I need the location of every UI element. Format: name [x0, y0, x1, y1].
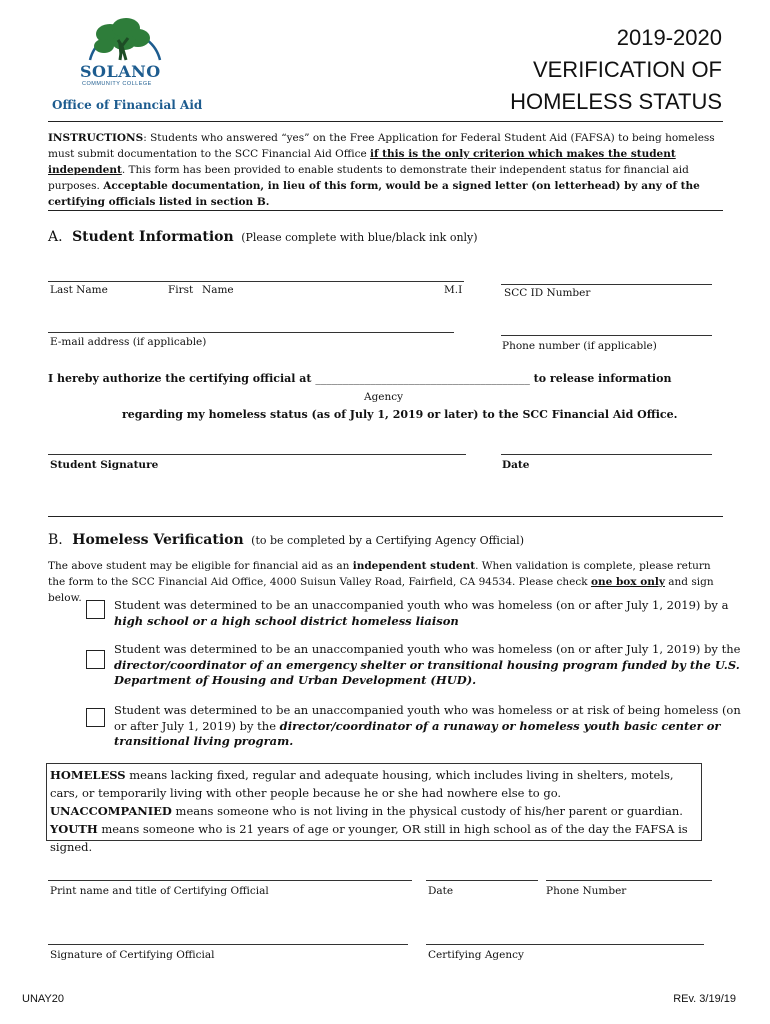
header-divider [48, 121, 723, 122]
instructions-text-3: Acceptable documentation, in lieu of this form, would be a signed letter (on letterhead) by any of the certifying officials listed in section B. [48, 180, 700, 208]
intro-bold: independent student [352, 560, 476, 572]
option-3-checkbox[interactable] [86, 708, 105, 727]
email-line[interactable] [48, 332, 454, 333]
title-year: 2019-2020 [616, 25, 722, 50]
official-date-label: Date [428, 885, 454, 897]
form-title [510, 22, 722, 118]
revision-date: REv. 3/19/19 [673, 993, 736, 1005]
name-line[interactable] [48, 281, 464, 282]
title-line2: VERIFICATION OF [532, 57, 722, 82]
last-name-label: Last Name [50, 284, 108, 296]
student-date-line[interactable] [501, 454, 712, 455]
section-a-divider [48, 516, 723, 517]
phone-line[interactable] [501, 335, 712, 336]
first-name-label: First [168, 284, 194, 296]
option-2-emphasis: director/coordinator of an emergency shelter or transitional housing program funded by the U.S. Department of Housing and Urban Development (HUD). [114, 657, 740, 687]
homeless-definition [50, 766, 698, 802]
regarding-statement: regarding my homeless status (as of July 1, 2019 or later) to the SCC Financial Aid Office. [122, 408, 678, 421]
youth-term: YOUTH [50, 822, 98, 836]
official-name-line[interactable] [48, 880, 412, 881]
official-phone-line[interactable] [546, 880, 712, 881]
student-signature-label: Student Signature [50, 459, 159, 471]
title-line3: HOMELESS STATUS [510, 89, 722, 114]
official-signature-label: Signature of Certifying Official [50, 949, 215, 961]
phone-label: Phone number (if applicable) [502, 340, 657, 352]
youth-definition [50, 820, 698, 856]
authorize-end: to release information [529, 372, 672, 385]
option-3-emphasis: director/coordinator of a runaway or homeless youth basic center or transitional living program. [114, 718, 721, 748]
instructions [48, 130, 728, 210]
agency-label: Agency [364, 391, 404, 403]
option-3-lead: Student was determined to be an unaccompanied youth who was homeless or at risk of being homeless (on or after July 1, 2019) by the [114, 703, 741, 733]
homeless-def: means lacking fixed, regular and adequate housing, which includes living in shelters, motels, cars, or temporarily living with other people because he or she had nowhere else to go. [50, 768, 674, 800]
official-name-label: Print name and title of Certifying Official [50, 885, 269, 897]
option-2-checkbox[interactable] [86, 650, 105, 669]
intro-text-2: . When validation is complete, please return the form to the SCC Financial Aid Office, 4000 Suisun Valley Road, Fairfield, CA 94534. Please check [48, 560, 711, 588]
section-a-letter: A. [48, 229, 63, 245]
scc-id-label: SCC ID Number [504, 287, 591, 299]
office-name: Office of Financial Aid [52, 98, 203, 112]
instructions-text-1: : Students who answered “yes” on the Free Application for Federal Student Aid (FAFSA) to being homeless must submit documentation to the SCC Financial Aid Office [48, 132, 715, 160]
unaccompanied-term: UNACCOMPANIED [50, 804, 172, 818]
option-1-text [114, 598, 734, 629]
section-a-note: (Please complete with blue/black ink only) [241, 231, 478, 244]
section-b-heading [48, 532, 524, 548]
definitions-box [46, 763, 702, 854]
youth-def: means someone who is 21 years of age or younger, OR still in high school as of the day the FAFSA is signed. [50, 822, 688, 854]
logo-subtitle: COMMUNITY COLLEGE [82, 81, 152, 87]
official-date-line[interactable] [426, 880, 538, 881]
option-1-emphasis: high school or a high school district homeless liaison [114, 613, 459, 628]
intro-underline: one box only [590, 576, 665, 588]
intro-text-3: and sign below. [48, 576, 714, 604]
section-a-title: Student Information [72, 229, 234, 245]
section-b-title: Homeless Verification [72, 532, 244, 548]
option-3-text [114, 703, 756, 750]
scc-id-line[interactable] [501, 284, 712, 285]
unaccompanied-def: means someone who is not living in the physical custody of his/her parent or guardian. [171, 804, 683, 818]
instructions-text-2: . This form has been provided to enable students to demonstrate their independent status for financial aid purposes. [48, 164, 689, 192]
student-date-label: Date [502, 459, 530, 471]
option-1-lead: Student was determined to be an unaccompanied youth who was homeless (on or after July 1, 2019) by a [114, 598, 729, 612]
form-code: UNAY20 [22, 993, 64, 1005]
mi-label: M.I [444, 284, 463, 296]
agency-blank[interactable]: _______________________________________ [315, 372, 530, 385]
section-b-letter: B. [48, 532, 63, 548]
name-label: Name [202, 284, 234, 296]
official-signature-line[interactable] [48, 944, 408, 945]
logo-name: SOLANO [80, 62, 161, 81]
certifying-agency-line[interactable] [426, 944, 704, 945]
student-signature-line[interactable] [48, 454, 466, 455]
official-phone-label: Phone Number [546, 885, 627, 897]
section-b-note: (to be completed by a Certifying Agency Official) [251, 534, 524, 547]
instructions-divider [48, 210, 723, 211]
instructions-lead: INSTRUCTIONS [48, 132, 144, 144]
section-a-heading [48, 229, 478, 245]
option-2-lead: Student was determined to be an unaccompanied youth who was homeless (on or after July 1, 2019) by the [114, 642, 741, 656]
unaccompanied-definition [50, 802, 698, 820]
authorize-start: I hereby authorize the certifying official at [48, 372, 316, 385]
option-1-checkbox[interactable] [86, 600, 105, 619]
authorization-statement [48, 372, 728, 385]
homeless-term: HOMELESS [50, 768, 126, 782]
instructions-emphasis: if this is the only criterion which makes the student independent [48, 148, 676, 176]
certifying-agency-label: Certifying Agency [428, 949, 524, 961]
intro-text-1: The above student may be eligible for financial aid as an [48, 560, 353, 572]
option-2-text [114, 642, 760, 689]
email-label: E-mail address (if applicable) [50, 336, 207, 348]
